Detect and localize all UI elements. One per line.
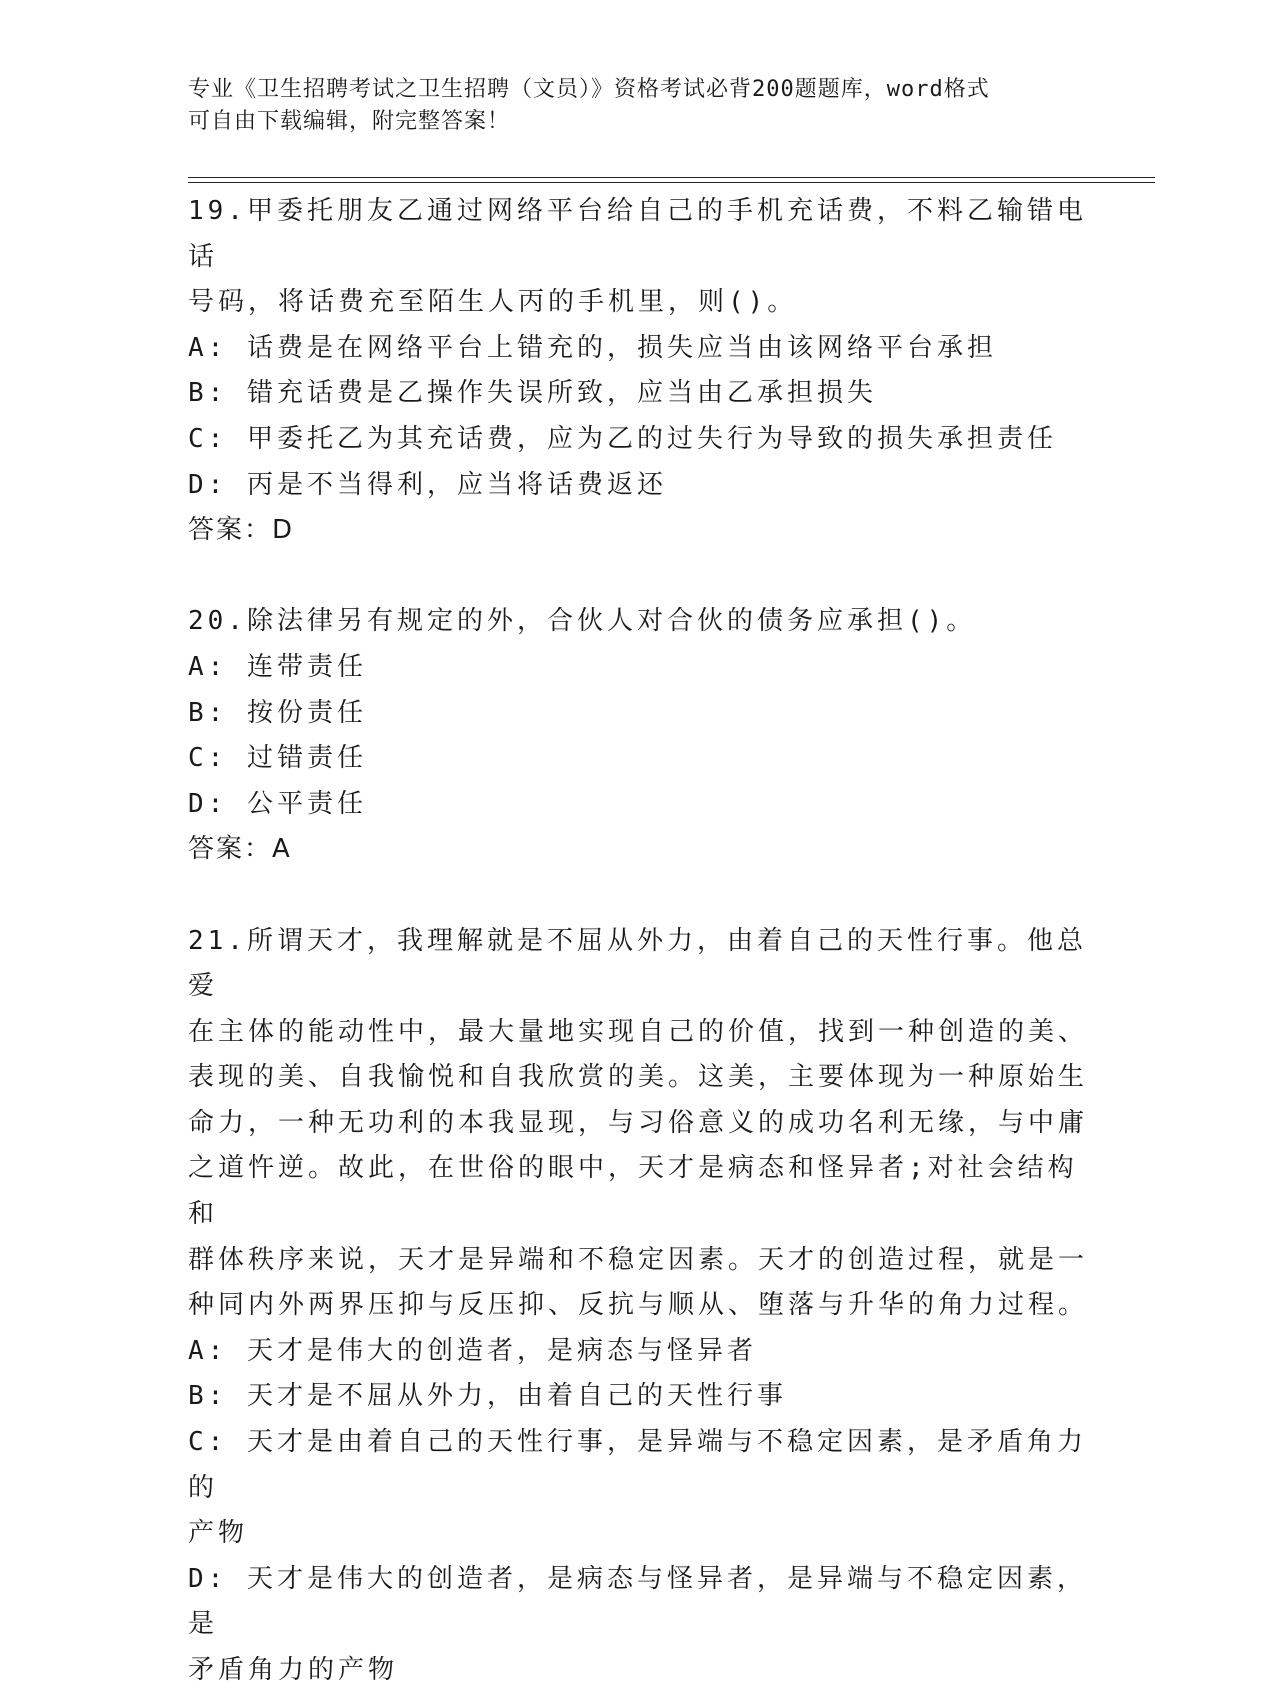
stem-line: 19.甲委托朋友乙通过网络平台给自己的手机充话费，不料乙输错电话 — [188, 196, 1087, 272]
question-stem — [188, 599, 1088, 645]
option-c: C: 甲委托乙为其充话费，应为乙的过失行为导致的损失承担责任 — [188, 423, 1057, 454]
question-20 — [188, 599, 1088, 873]
option-d: D: 丙是不当得利，应当将话费返还 — [188, 469, 667, 500]
stem-line: 群体秩序来说，天才是异端和不稳定因素。天才的创造过程，就是一 — [188, 1244, 1089, 1275]
stem-line: 20.除法律另有规定的外，合伙人对合伙的债务应承担()。 — [188, 606, 977, 637]
option-c: C: 天才是由着自己的天性行事，是异端与不稳定因素，是矛盾角力的 — [188, 1427, 1087, 1503]
stem-line: 种同内外两界压抑与反压抑、反抗与顺从、堕落与升华的角力过程。 — [188, 1290, 1089, 1321]
option-d: D: 天才是伟大的创造者，是病态与怪异者，是异端与不稳定因素，是 — [188, 1563, 1087, 1640]
option-a: A: 连带责任 — [188, 651, 367, 682]
stem-line: 21.所谓天才，我理解就是不屈从外力，由着自己的天性行事。他总爱 — [188, 925, 1087, 1002]
question-21 — [188, 919, 1088, 1694]
stem-line: 号码，将话费充至陌生人丙的手机里，则()。 — [188, 287, 798, 318]
stem-line: 之道忤逆。故此，在世俗的眼中，天才是病态和怪异者;对社会结构和 — [188, 1153, 1078, 1230]
option-b: B: 错充话费是乙操作失误所致，应当由乙承担损失 — [188, 378, 877, 409]
option-a: A: 天才是伟大的创造者，是病态与怪异者 — [188, 1335, 757, 1366]
answer: 答案：D — [188, 515, 295, 546]
option-c-continued: 产物 — [188, 1518, 249, 1549]
document-header — [188, 74, 1068, 138]
header-divider — [188, 177, 1155, 183]
option-b: B: 天才是不屈从外力，由着自己的天性行事 — [188, 1381, 787, 1412]
header-line: 可自由下载编辑，附完整答案！ — [188, 109, 511, 134]
question-stem — [188, 189, 1088, 326]
header-line: 专业《卫生招聘考试之卫生招聘（文员）》资格考试必背200题题库，word格式 — [188, 77, 990, 102]
question-list — [188, 189, 1088, 1694]
stem-line: 命力，一种无功利的本我显现，与习俗意义的成功名利无缘，与中庸 — [188, 1107, 1089, 1138]
option-a: A: 话费是在网络平台上错充的，损失应当由该网络平台承担 — [188, 332, 997, 363]
question-19 — [188, 189, 1088, 554]
stem-line: 表现的美、自我愉悦和自我欣赏的美。这美，主要体现为一种原始生 — [188, 1062, 1089, 1093]
option-d: D: 公平责任 — [188, 788, 367, 819]
option-d-continued: 矛盾角力的产物 — [188, 1655, 399, 1685]
option-c: C: 过错责任 — [188, 743, 367, 774]
question-stem — [188, 919, 1088, 1329]
stem-line: 在主体的能动性中，最大量地实现自己的价值，找到一种创造的美、 — [188, 1016, 1089, 1047]
answer: 答案：A — [188, 834, 292, 865]
option-b: B: 按份责任 — [188, 697, 367, 728]
